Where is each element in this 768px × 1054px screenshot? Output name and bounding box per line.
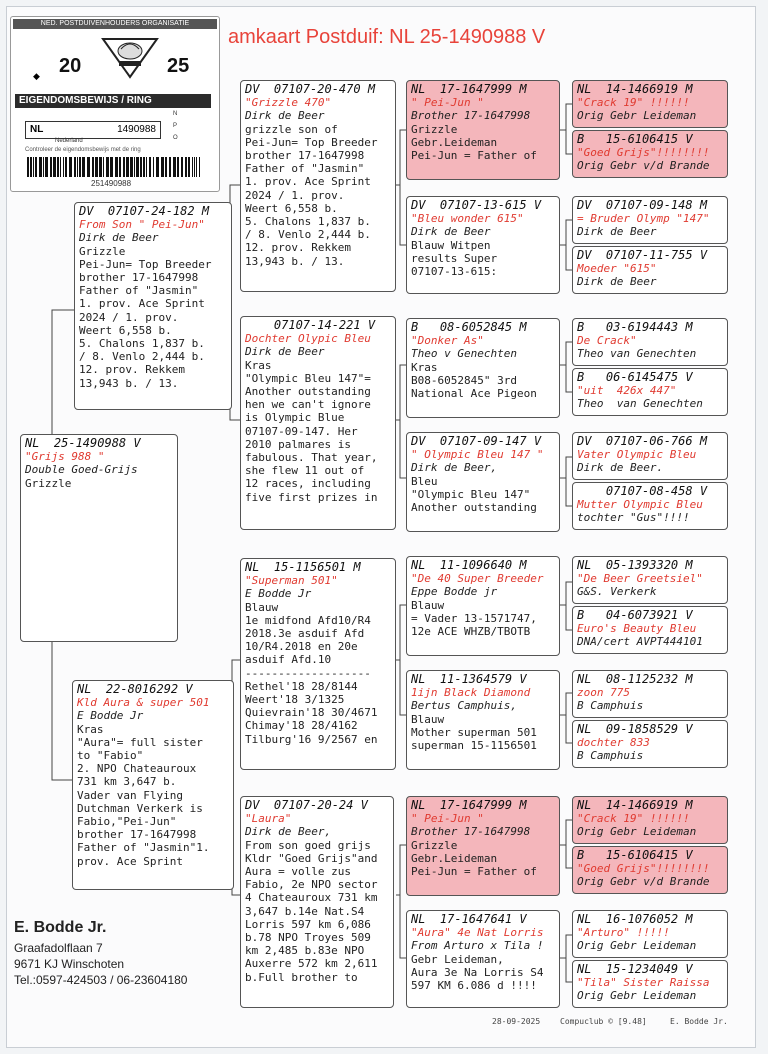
g3-card (406, 432, 560, 532)
subject-name: "Grijs 988 " (25, 450, 105, 464)
footer-date: 28-09-2025 (492, 1017, 541, 1026)
g3-ring: DV 07107-13-615 V (411, 198, 542, 212)
mother-owner: E Bodde Jr (77, 709, 144, 723)
fm-line: Kras (245, 358, 272, 372)
g3-line: Pei-Jun = Father of (411, 149, 537, 163)
grandfather-maternal-card (240, 558, 396, 770)
g3-name: " Pei-Jun " (411, 96, 484, 110)
g3-line: 597 KM 6.086 d !!!! (411, 979, 537, 993)
mf-line: 10/R4.2018 en 20e (245, 640, 358, 654)
father-owner: Dirk de Beer (79, 231, 159, 245)
g4-card (572, 910, 728, 958)
breeder-city: 9671 KJ Winschoten (14, 957, 125, 971)
g3-line: results Super (411, 251, 498, 265)
father-pigeon-card (74, 202, 232, 410)
ff-line: 12. prov. Rekkem (245, 241, 351, 255)
badge-npo-letters: N P O (173, 111, 178, 141)
g3-owner: Brother 17-1647998 (411, 825, 531, 839)
g4-owner: Dirk de Beer. (577, 461, 664, 475)
g4-card (572, 670, 728, 718)
ff-line: Weert 6,558 b. (245, 201, 338, 215)
g4-ring: B 15-6106415 V (577, 848, 693, 862)
g4-name: "Arturo" !!!!! (577, 926, 670, 940)
bird-silhouette-icon: ◆ (33, 71, 40, 81)
g3-name: "Aura" 4e Nat Lorris (411, 926, 544, 940)
g3-line: Gebr.Leideman (411, 135, 498, 149)
mother-line: to "Fabio" (77, 749, 144, 763)
mother-line: 2. NPO Chateauroux (77, 762, 197, 776)
g4-name: = Bruder Olymp "147" (577, 212, 710, 226)
page-title: amkaart Postduif: NL 25-1490988 V (228, 26, 546, 48)
g4-owner: Orig Gebr Leideman (577, 989, 697, 1003)
mother-ring: NL 22-8016292 V (77, 682, 193, 696)
g3-line: Another outstanding (411, 501, 537, 515)
g4-card (572, 482, 728, 530)
g4-card (572, 130, 728, 178)
g3-line: Blauw Witpen (411, 238, 491, 252)
mf-line: ------------------- (245, 666, 371, 680)
g4-owner: Dirk de Beer (577, 225, 657, 239)
g4-owner: Orig Gebr Leideman (577, 825, 697, 839)
g4-card (572, 432, 728, 480)
g4-card (572, 246, 728, 294)
g3-card (406, 910, 560, 1008)
g4-name: dochter 833 (577, 736, 650, 750)
g4-name: zoon 775 (577, 686, 630, 700)
g4-owner: tochter "Gus"!!!! (577, 511, 690, 525)
g4-name: "Goed Grijs"!!!!!!!! (577, 146, 710, 160)
fm-ring: 07107-14-221 V (245, 318, 376, 332)
mm-name: "Laura" (245, 812, 292, 826)
ff-line: Pei-Jun= Top Breeder (245, 135, 378, 149)
mother-line: Kras (77, 722, 104, 736)
g4-ring: NL 14-1466919 M (577, 798, 693, 812)
g4-card (572, 960, 728, 1008)
g3-card (406, 670, 560, 770)
g3-owner: Eppe Bodde jr (411, 585, 498, 599)
mother-line: Fabio,"Pei-Jun" (77, 815, 177, 829)
fm-line: 07107-09-147. Her (245, 424, 358, 438)
mother-line: 731 km 3,647 b. (77, 775, 177, 789)
grandfather-paternal-card (240, 80, 396, 292)
g4-owner: Theo van Genechten (577, 397, 703, 411)
mf-line: Chimay'18 28/4162 (245, 719, 358, 733)
g4-card (572, 606, 728, 654)
g3-ring: NL 17-1647641 V (411, 912, 527, 926)
ff-owner: Dirk de Beer (245, 109, 325, 123)
g3-name: 1ijn Black Diamond (411, 686, 531, 700)
g4-card (572, 368, 728, 416)
ff-ring: DV 07107-20-470 M (245, 82, 376, 96)
g3-line: Pei-Jun = Father of (411, 865, 537, 879)
g3-name: "Bleu wonder 615" (411, 212, 524, 226)
g4-name: Euro's Beauty Bleu (577, 622, 697, 636)
g4-ring: NL 14-1466919 M (577, 82, 693, 96)
grandmother-paternal-card (240, 316, 396, 530)
g3-card (406, 196, 560, 294)
ff-line: / 8. Venlo 2,444 b. (245, 228, 371, 242)
g4-name: Vater Olympic Bleu (577, 448, 697, 462)
g4-owner: Orig Gebr v/d Brande (577, 875, 710, 889)
footer-program: Compuclub © [9.48] (560, 1017, 647, 1026)
mm-owner: Dirk de Beer, (245, 825, 332, 839)
g4-card (572, 720, 728, 768)
g3-ring: DV 07107-09-147 V (411, 434, 542, 448)
g3-owner: Dirk de Beer (411, 225, 491, 239)
fm-line: 12 races, including (245, 477, 371, 491)
mm-line: Aura = volle zus (245, 865, 351, 879)
subject-owner: Double Goed-Grijs (25, 463, 138, 477)
subject-pigeon-card (20, 434, 178, 642)
g4-ring: B 04-6073921 V (577, 608, 693, 622)
mm-line: km 2,485 b.83e NPO (245, 944, 365, 958)
g3-ring: B 08-6052845 M (411, 320, 527, 334)
g4-name: "De Beer Greetsiel" (577, 572, 703, 586)
g3-line: Bleu (411, 474, 438, 488)
g4-owner: B Camphuis (577, 699, 644, 713)
fm-line: fabulous. That year, (245, 451, 378, 465)
mm-line: Kldr "Goed Grijs"and (245, 851, 378, 865)
ff-line: 1. prov. Ace Sprint (245, 175, 371, 189)
g3-line: Blauw (411, 712, 445, 726)
mf-line: Quievrain'18 30/4671 (245, 706, 378, 720)
fm-line: "Olympic Bleu 147"= (245, 371, 371, 385)
mf-line: Tilburg'16 9/2567 en (245, 732, 378, 746)
mm-line: Lorris 597 km 6,086 (245, 917, 371, 931)
g4-ring: DV 07107-09-148 M (577, 198, 708, 212)
footer-author: E. Bodde Jr. (670, 1017, 728, 1026)
g4-name: "Goed Grijs"!!!!!!!! (577, 862, 710, 876)
g3-owner: Brother 17-1647998 (411, 109, 531, 123)
mm-line: 3,647 b.14e Nat.S4 (245, 904, 365, 918)
mf-line: 2018.3e asduif Afd (245, 627, 365, 641)
g3-owner: From Arturo x Tila ! (411, 939, 544, 953)
g3-ring: NL 17-1647999 M (411, 82, 527, 96)
g3-line: Grizzle (411, 122, 458, 136)
g4-ring: NL 08-1125232 M (577, 672, 693, 686)
g4-card (572, 318, 728, 366)
breeder-phone: Tel.:0597-424503 / 06-23604180 (14, 973, 188, 987)
g4-ring: 07107-08-458 V (577, 484, 708, 498)
ff-line: 5. Chalons 1,837 b. (245, 215, 371, 229)
mother-line: Father of "Jasmin"1. (77, 841, 210, 855)
g4-name: "Tila" Sister Raissa (577, 976, 710, 990)
g3-line: 12e ACE WHZB/TBOTB (411, 625, 531, 639)
subject-ring: NL 25-1490988 V (25, 436, 141, 450)
badge-sub-label: Nederland (55, 138, 83, 144)
g3-ring: NL 11-1364579 V (411, 672, 527, 686)
badge-ownership-label: EIGENDOMSBEWIJS / RING (15, 94, 211, 108)
g4-ring: B 03-6194443 M (577, 320, 693, 334)
g3-card (406, 318, 560, 418)
father-line: 13,943 b. / 13. (79, 376, 179, 390)
mf-ring: NL 15-1156501 M (245, 560, 361, 574)
breeder-name: E. Bodde Jr. (14, 919, 107, 936)
ff-line: 13,943 b. / 13. (245, 254, 345, 268)
g3-line: Blauw (411, 598, 445, 612)
g4-name: Mutter Olympic Bleu (577, 498, 703, 512)
g4-owner: Orig Gebr Leideman (577, 939, 697, 953)
g4-card (572, 846, 728, 894)
father-line: Father of "Jasmin" (79, 284, 199, 298)
g3-line: = Vader 13-1571747, (411, 611, 537, 625)
g4-card (572, 196, 728, 244)
g3-name: " Olympic Bleu 147 " (411, 448, 544, 462)
g3-line: Gebr.Leideman (411, 851, 498, 865)
g4-ring: NL 15-1234049 V (577, 962, 693, 976)
g3-line: Gebr Leideman, (411, 952, 504, 966)
mm-line: Fabio, 2e NPO sector (245, 878, 378, 892)
g4-owner: Theo van Genechten (577, 347, 697, 361)
g3-line: Grizzle (411, 838, 458, 852)
father-line: 2024 / 1. prov. (79, 310, 179, 324)
mf-name: "Superman 501" (245, 574, 338, 588)
g4-owner: Orig Gebr v/d Brande (577, 159, 710, 173)
g3-line: Kras (411, 360, 438, 374)
ff-line: brother 17-1647998 (245, 149, 365, 163)
g3-name: " Pei-Jun " (411, 812, 484, 826)
fm-line: five first prizes in (245, 490, 378, 504)
fm-line: is Olympic Blue (245, 411, 345, 425)
badge-ring-number: 1490988 (117, 124, 156, 135)
g4-card (572, 80, 728, 128)
ff-line: 2024 / 1. prov. (245, 188, 345, 202)
g3-line: B08-6052845" 3rd (411, 373, 517, 387)
g4-name: Moeder "615" (577, 262, 657, 276)
father-line: 12. prov. Rekkem (79, 363, 185, 377)
mf-line: Rethel'18 28/8144 (245, 679, 358, 693)
g4-owner: DNA/cert AVPT444101 (577, 635, 703, 649)
g3-name: "De 40 Super Breeder (411, 572, 544, 586)
mf-line: Blauw (245, 600, 279, 614)
g3-line: "Olympic Bleu 147" (411, 487, 531, 501)
g3-ring: NL 17-1647999 M (411, 798, 527, 812)
g3-line: 07107-13-615: (411, 265, 498, 279)
father-line: 1. prov. Ace Sprint (79, 297, 205, 311)
g4-name: De Crack" (577, 334, 637, 348)
mm-ring: DV 07107-20-24 V (245, 798, 368, 812)
mm-line: Auxerre 572 km 2,611 (245, 957, 378, 971)
g3-line: Aura 3e Na Lorris S4 (411, 965, 544, 979)
badge-country-code: NL (30, 124, 44, 135)
g4-ring: NL 05-1393320 M (577, 558, 693, 572)
badge-year-right: 25 (167, 55, 190, 77)
father-line: brother 17-1647998 (79, 271, 199, 285)
g4-ring: B 06-6145475 V (577, 370, 693, 384)
father-line: Weert 6,558 b. (79, 323, 172, 337)
father-ring: DV 07107-24-182 M (79, 204, 210, 218)
g4-ring: DV 07107-11-755 V (577, 248, 708, 262)
g4-owner: Dirk de Beer (577, 275, 657, 289)
mf-line: asduif Afd.10 (245, 653, 332, 667)
g3-line: superman 15-1156501 (411, 739, 537, 753)
fm-line: she flew 11 out of (245, 464, 365, 478)
g4-ring: B 15-6106415 V (577, 132, 693, 146)
ff-line: Father of "Jasmin" (245, 162, 365, 176)
mother-line: brother 17-1647998 (77, 828, 197, 842)
g4-name: "Crack 19" !!!!!! (577, 96, 690, 110)
g3-card (406, 556, 560, 656)
mother-name: Kld Aura & super 501 (77, 696, 210, 710)
badge-control-text: Controleer de eigendomsbewijs met de ring (25, 147, 141, 153)
mm-line: b.78 NPO Troyes 509 (245, 931, 371, 945)
subject-line: Grizzle (25, 476, 72, 490)
father-line: Pei-Jun= Top Breeder (79, 257, 212, 271)
g4-card (572, 556, 728, 604)
mother-pigeon-card (72, 680, 234, 890)
g3-card (406, 796, 560, 896)
father-name: From Son " Pei-Jun" (79, 218, 205, 232)
breeder-street: Graafadolflaan 7 (14, 941, 103, 955)
g3-owner: Theo v Genechten (411, 347, 517, 361)
mother-line: Vader van Flying (77, 788, 183, 802)
fm-owner: Dirk de Beer (245, 345, 325, 359)
g4-ring: NL 09-1858529 V (577, 722, 693, 736)
mother-line: Dutchman Verkerk is (77, 801, 203, 815)
g3-card (406, 80, 560, 180)
mm-line: 4 Chateauroux 731 km (245, 891, 378, 905)
fm-name: Dochter Olypic Bleu (245, 332, 371, 346)
mf-owner: E Bodde Jr (245, 587, 312, 601)
g3-line: Mother superman 501 (411, 725, 537, 739)
badge-org-name: NED. POSTDUIVENHOUDERS ORGANISATIE (13, 19, 217, 29)
g3-name: "Donker As" (411, 334, 484, 348)
mother-line: prov. Ace Sprint (77, 854, 183, 868)
g4-name: "uit 426x 447" (577, 384, 677, 398)
breeder-address (14, 920, 236, 988)
grandmother-maternal-card (240, 796, 394, 1008)
g4-ring: DV 07107-06-766 M (577, 434, 708, 448)
father-line: Grizzle (79, 244, 126, 258)
father-line: 5. Chalons 1,837 b. (79, 337, 205, 351)
badge-barcode-number: 251490988 (91, 179, 132, 188)
g3-line: National Ace Pigeon (411, 387, 537, 401)
g4-owner: G&S. Verkerk (577, 585, 657, 599)
mm-line: b.Full brother to (245, 970, 358, 984)
fm-line: hen we can't ignore (245, 398, 371, 412)
g4-owner: Orig Gebr Leideman (577, 109, 697, 123)
g4-card (572, 796, 728, 844)
mm-line: From son goed grijs (245, 838, 371, 852)
g3-ring: NL 11-1096640 M (411, 558, 527, 572)
ff-line: grizzle son of (245, 122, 338, 136)
fm-line: 2010 palmares is (245, 437, 351, 451)
g4-ring: NL 16-1076052 M (577, 912, 693, 926)
mf-line: Weert'18 3/1325 (245, 693, 345, 707)
g4-name: "Crack 19" !!!!!! (577, 812, 690, 826)
ff-name: "Grizzle 470" (245, 96, 332, 110)
g3-owner: Bertus Camphuis, (411, 699, 517, 713)
father-line: / 8. Venlo 2,444 b. (79, 350, 205, 364)
g4-owner: B Camphuis (577, 749, 644, 763)
mother-line: "Aura"= full sister (77, 735, 203, 749)
g3-owner: Dirk de Beer, (411, 461, 498, 475)
mf-line: 1e midfond Afd10/R4 (245, 613, 371, 627)
fm-line: Another outstanding (245, 385, 371, 399)
badge-year-left: 20 (59, 55, 82, 77)
